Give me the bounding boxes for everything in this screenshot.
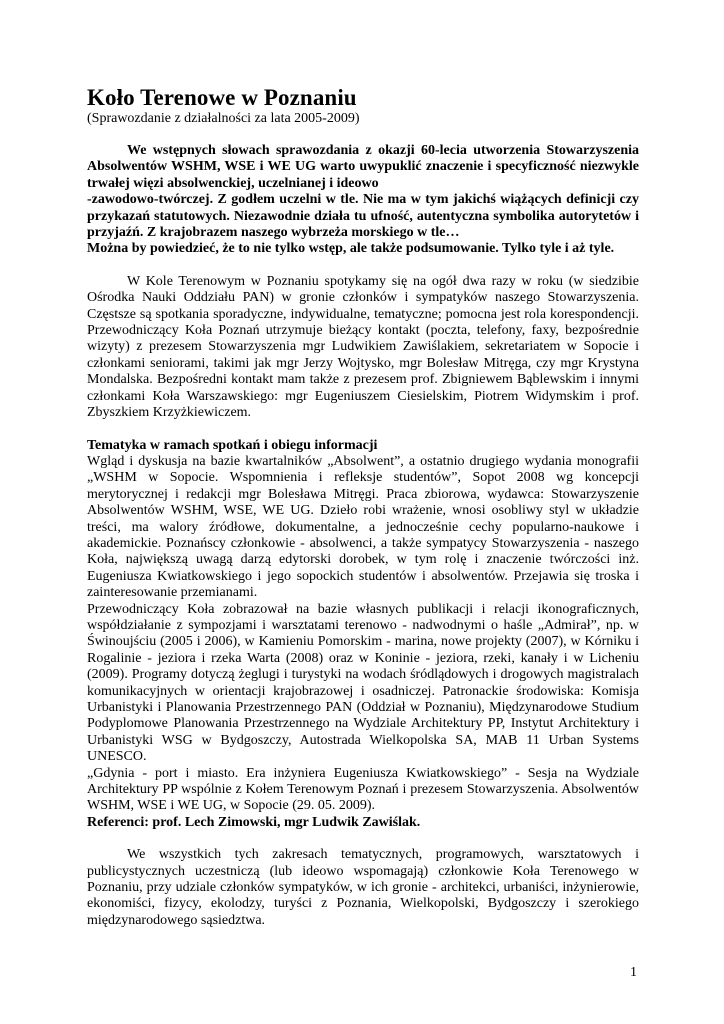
paragraph-workshops: Przewodniczący Koła zobrazował na bazie własnych publikacji i relacji ikonograficznych, współdziałanie z sympozjami i warsztatami terenowo - nadwodnymi o haśle „Admirał”, np. w Świnoujściu (2005 i 2006), w Kamieniu Pomorskim - marina, nowe projekty (2007), w Kórniku i Rogalinie - jeziora i rzeka Warta (2008) oraz w Koninie - jeziora, rzeki, kanały i w Licheniu (2009). Programy dotyczą żeglugi i turystyki na wodach śródlądowych i drogowych magistralach komunikacyjnych w orientacji krajobrazowej i osadniczej. Patronackie środowiska: Komisja Urbanistyki i Planowania Przestrzennego PAN (Oddział w Poznaniu), Międzynarodowe Studium Podyplomowe Planowania Przestrzennego na Wydziale Architektury PP, Instytut Architektury i Urbanistyki WSG w Bydgoszczy, Autostrada Wielkopolska SA, MAB 11 Urban Systems UNESCO. [87, 601, 639, 765]
document-page [87, 84, 639, 929]
referees-line: Referenci: prof. Lech Zimowski, mgr Ludwik Zawiślak. [87, 814, 421, 830]
intro-line: -zawodowo-twórczej. Z godłem uczelni w tle. Nie ma w tym jakichś wiążących definicji czy przykazań statutowych. Niezawodnie działa tu ufność, autentyczna symbolika autorytetów i przyjaźń. Z krajobrazem naszego wybrzeża morskiego w tle… [87, 192, 639, 241]
paragraph-summary: We wszystkich tych zakresach tematycznych, programowych, warsztatowych i publicystycznych uczestniczą (lub ideowo wspomagają) członkowie Koła Terenowego w Poznaniu, przy udziale członków sympatyków, w ich gronie - architekci, urbaniści, inżynierowie, ekonomiści, fizycy, ekolodzy, turyści z Poznania, Wielkopolski, Bydgoszczy i szerokiego międzynarodowego sąsiedztwa. [87, 847, 639, 928]
intro-line: Można by powiedzieć, że to nie tylko wstęp, ale także podsumowanie. Tylko tyle i aż tyle. [87, 241, 615, 257]
paragraph-meetings: W Kole Terenowym w Poznaniu spotykamy się na ogół dwa razy w roku (w siedzibie Ośrodka Nauki Oddziału PAN) w gronie członków i sympatyków naszego Stowarzyszenia. Częstsze są spotkania sporadyczne, indywidualne, tematyczne; pomocna jest rola korespondencji. Przewodniczący Koła Poznań utrzymuje bieżący kontakt (poczta, telefony, faxy, bezpośrednie wizyty) z prezesem Stowarzyszenia mgr Ludwikiem Zawiślakiem, sekretariatem w Sopocie i członkami seniorami, takimi jak mgr Jerzy Wojtysko, mgr Bolesław Mitręga, czy mgr Krystyna Mondalska. Bezpośredni kontakt mam także z prezesem prof. Zbigniewem Bąblewskim i innymi członkami Koła Warszawskiego: mgr Eugeniuszem Ciesielskim, Piotrem Widymskim i prof. Zbyszkiem Krzyżkiewiczem. [87, 273, 639, 421]
paragraph-session: „Gdynia - port i miasto. Era inżyniera Eugeniusza Kwiatkowskiego” - Sesja na Wydziale Architektury PP wspólnie z Kołem Terenowym Poznań i prezesem Stowarzyszenia. Absolwentów WSHM, WSE i WE UG, w Sopocie (29. 05. 2009). [87, 765, 639, 814]
intro-block [87, 143, 639, 258]
intro-line: We wstępnych słowach sprawozdania z okazji 60-lecia utworzenia Stowarzyszenia Absolwentów WSHM, WSE i WE UG warto uwypuklić znaczenie i specyficzność niezwykle trwałej więzi absolwenckiej, uczelnianej i ideowo [87, 143, 639, 191]
document-subtitle: (Sprawozdanie z działalności za lata 2005-2009) [87, 111, 360, 126]
section-title: Tematyka w ramach spotkań i obiegu informacji [87, 437, 378, 453]
page-number: 1 [630, 965, 637, 980]
paragraph-publications: Wgląd i dyskusja na bazie kwartalników „Absolwent”, a ostatnio drugiego wydania monografii „WSHM w Sopocie. Wspomnienia i refleksje studentów”, Sopot 2008 wg koncepcji merytorycznej i redakcji mgr Bolesława Mitręgi. Praca zbiorowa, wydawca: Stowarzyszenie Absolwentów WSHM, WSE, WE UG. Dzieło robi wrażenie, wnosi osobliwy styl w układzie treści, ma walory źródłowe, dokumentalne, a jednocześnie cechy popularno-naukowe i akademickie. Poznańscy członkowie - absolwenci, a także sympatycy Stowarzyszenia - naszego Koła, największą uwagą darzą edytorski dorobek, w tym rolę i znaczenie twórczości inż. Eugeniusza Kwiatkowskiego i jego sopockich studentów i absolwentów. Przejawia się troska i zainteresowanie przemianami. [87, 453, 639, 601]
document-title: Koło Terenowe w Poznaniu [87, 85, 357, 110]
